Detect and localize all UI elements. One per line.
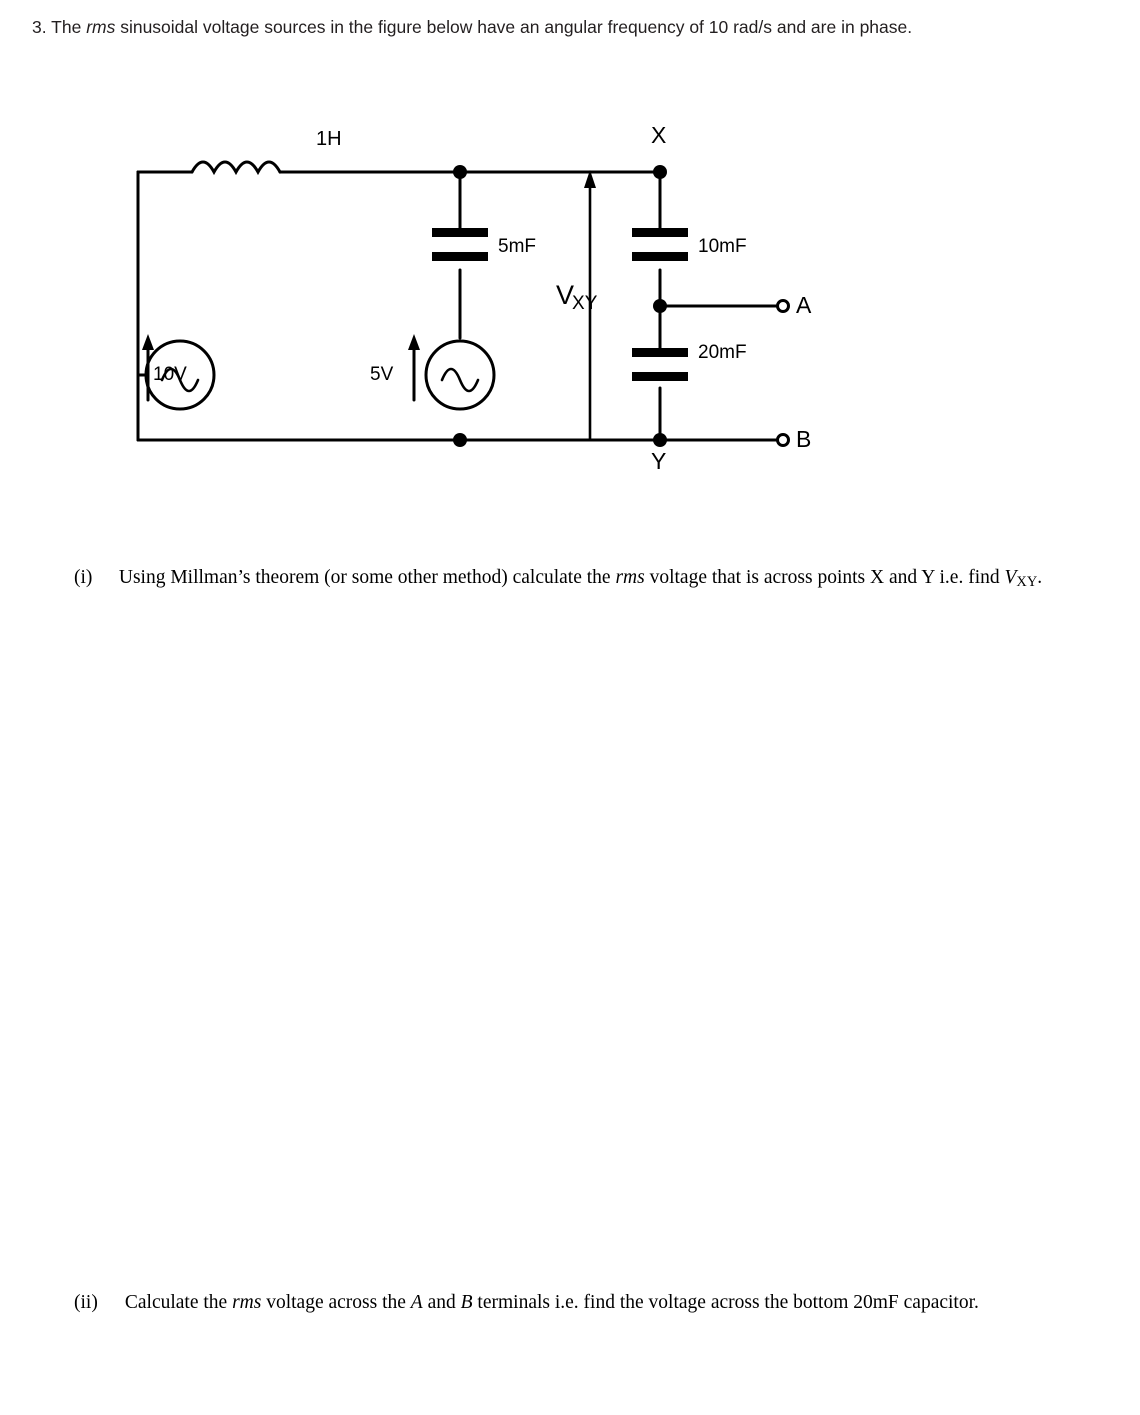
question-intro-text-2: sinusoidal voltage sources in the figure below have an angular frequency of 10 rad/s and are in phase.: [115, 17, 913, 37]
inductor-symbol: [192, 162, 280, 172]
cap10-plate-bottom: [632, 252, 688, 261]
part-ii-text-2: voltage across the: [261, 1292, 411, 1313]
vxy-label-main: V: [556, 280, 575, 310]
part-ii-text-4: terminals i.e. find the voltage across the bottom 20mF capacitor.: [472, 1292, 979, 1313]
part-i-text-2: voltage that is across points X and Y i.e. find: [644, 567, 1005, 588]
part-i-label: (i): [74, 567, 93, 588]
part-i-text-1: Using Millman’s theorem (or some other method) calculate the: [118, 567, 616, 588]
question-number: 3.: [32, 17, 47, 37]
part-ii-body: [125, 1288, 1100, 1317]
terminal-a-label: A: [796, 292, 812, 318]
cap5-plate-top: [432, 228, 488, 237]
part-i-text-3: .: [1037, 567, 1043, 588]
vxy-label-sub: XY: [572, 293, 598, 314]
source-10v-label: 10V: [153, 364, 187, 385]
cap20-plate-bottom: [632, 372, 688, 381]
part-ii-italic-1: rms: [232, 1292, 262, 1313]
cap20-plate-top: [632, 348, 688, 357]
part-i-body: [119, 563, 1099, 594]
part-i-italic-2: V: [1004, 567, 1017, 588]
cap-5mf-label: 5mF: [498, 236, 536, 257]
open-terminals: [778, 301, 789, 446]
part-i-italic-1: rms: [615, 567, 645, 588]
question-intro-italic: rms: [86, 17, 116, 37]
capacitor-5mf: [432, 228, 488, 261]
part-i-sub-2: XY: [1016, 574, 1038, 591]
voltage-source-5v: [408, 334, 494, 409]
cap-20mf-label: 20mF: [698, 342, 747, 363]
terminal-b-label: B: [796, 426, 812, 452]
question-intro: [32, 14, 1082, 41]
part-i: [74, 563, 1124, 594]
cap5-plate-bottom: [432, 252, 488, 261]
part-ii-text-3: and: [422, 1292, 461, 1313]
part-ii: [74, 1288, 1114, 1317]
question-intro-text-1: The: [51, 17, 87, 37]
inductor-label: 1H: [316, 128, 342, 150]
part-ii-text-1: Calculate the: [124, 1292, 233, 1313]
node-x-label: X: [651, 122, 667, 148]
node-y-label: Y: [651, 448, 667, 474]
part-ii-label: (ii): [74, 1292, 98, 1313]
source-5v-label: 5V: [370, 364, 394, 385]
cap10-plate-top: [632, 228, 688, 237]
part-ii-italic-2: A: [410, 1292, 423, 1313]
cap-10mf-label: 10mF: [698, 236, 747, 257]
circuit-figure: [120, 110, 980, 500]
part-ii-italic-3: B: [460, 1292, 473, 1313]
capacitor-20mf: [632, 348, 688, 381]
vxy-label: [556, 280, 599, 314]
capacitor-10mf: [632, 228, 688, 261]
